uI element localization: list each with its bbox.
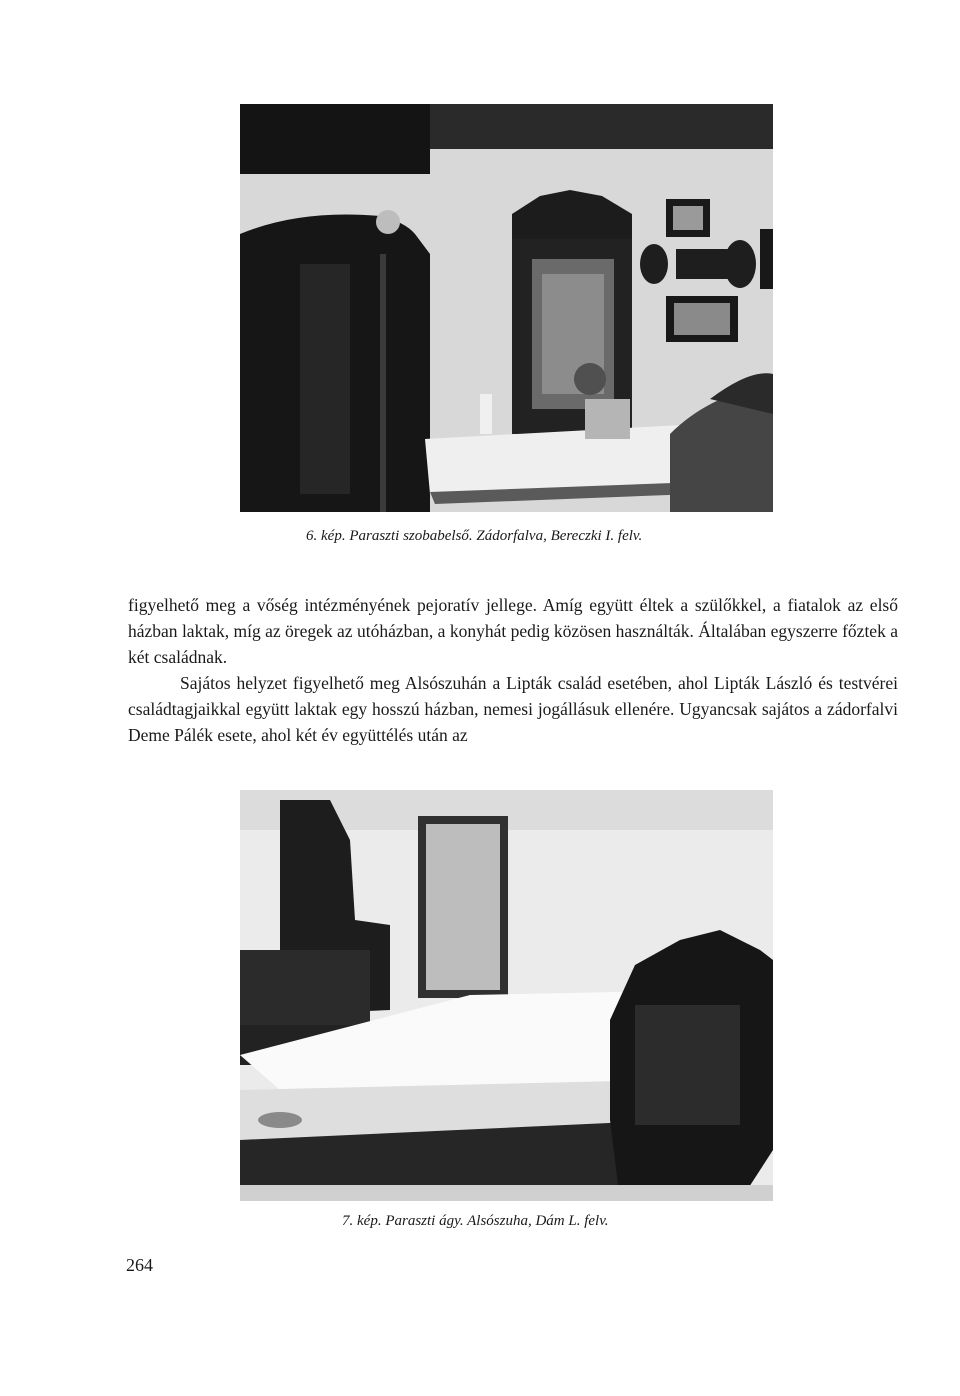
figure-2-caption: 7. kép. Paraszti ágy. Alsószuha, Dám L. felv. <box>342 1213 609 1229</box>
paragraph-1: figyelhető meg a vőség intézményének pejoratív jellege. Amíg együtt éltek a szülőkkel, a fiatalok az első házban laktak, míg az öregek az utóházban, a konyhát pedig közösen használták. Általában egyszerre főztek a két családnak. <box>128 595 898 667</box>
figure-1-caption: 6. kép. Paraszti szobabelső. Zádorfalva, Bereczki I. felv. <box>306 528 643 544</box>
photo-peasant-bed <box>240 790 773 1201</box>
page-number: 264 <box>126 1255 153 1275</box>
body-text <box>128 592 898 748</box>
photo-1-illustration <box>240 104 773 512</box>
photo-2-illustration <box>240 790 773 1201</box>
photo-peasant-room-interior <box>240 104 773 512</box>
paragraph-2: Sajátos helyzet figyelhető meg Alsószuhán a Lipták család esetében, ahol Lipták László és testvérei családtagjaikkal együtt laktak egy hosszú házban, nemesi jogállásuk ellenére. Ugyancsak sajátos a zádorfalvi Deme Pálék esete, ahol két év együttélés után az <box>128 673 898 745</box>
